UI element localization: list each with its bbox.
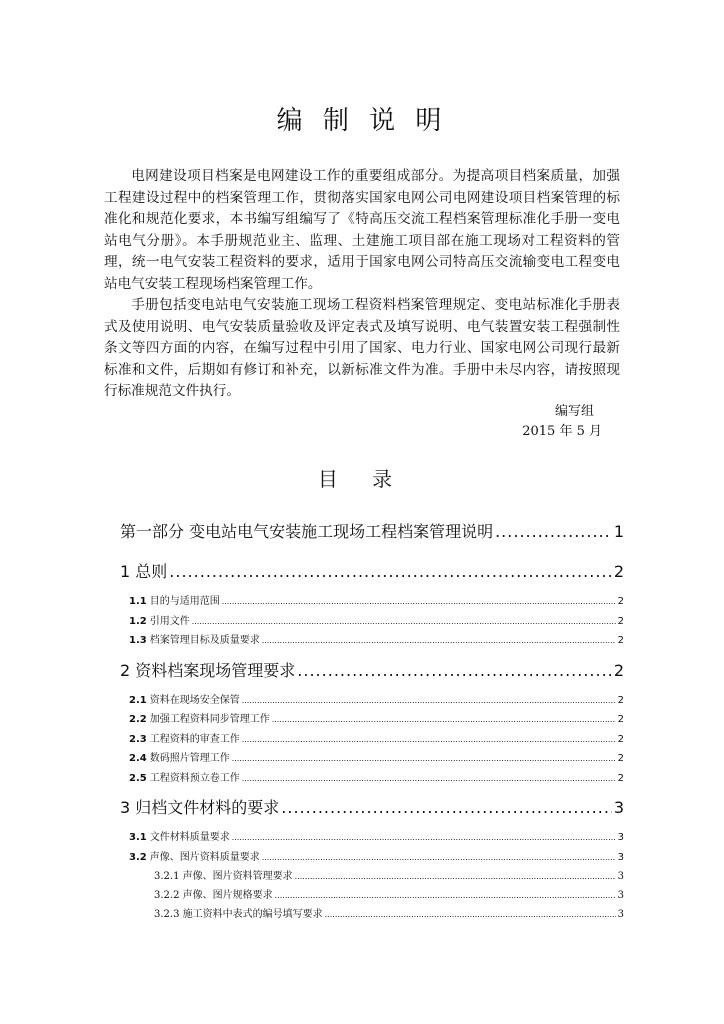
preface-paragraph-2: 手册包括变电站电气安装施工现场工程资料档案管理规定、变电站标准化手册表式及使用说明、电气安装质量验收及评定表式及填写说明、电气装置安装工程强制性条文等四方面的内容，在编写过程中引用了国家、电力行业、国家电网公司现行最新标准和文件，后期如有修订和补充，以新标准文件为准。手册中未尽内容，请按照现行标准规范文件执行。 [104, 297, 620, 399]
toc-entry-page: 2 [617, 615, 624, 627]
toc-entry-text: 加强工程资料同步管理工作 [149, 714, 270, 725]
toc-entry-number: 1.3 [129, 635, 147, 646]
toc-entry-page: 2 [617, 733, 624, 745]
toc-entry-page: 3 [617, 851, 624, 863]
toc-entry-text: 施工资料中表式的编号填写要求 [182, 909, 323, 920]
toc-entry-page: 2 [617, 694, 624, 706]
toc-leader [281, 788, 612, 828]
toc-entry-1-2[interactable] [120, 612, 624, 632]
toc-leader [272, 710, 616, 730]
toc-entry-page: 2 [617, 596, 624, 607]
toc-leader [495, 512, 612, 552]
toc-entry-text: 工程资料的审查工作 [149, 733, 240, 745]
toc-entry-number: 3.2.2 [154, 890, 180, 901]
toc-entry-number: 3.2.1 [154, 871, 180, 882]
toc-entry-page: 3 [617, 832, 624, 843]
toc-entry-page: 2 [617, 753, 624, 764]
toc-entry-page: 2 [617, 772, 624, 784]
toc-leader [192, 612, 616, 632]
author-signature: 编写组 [554, 404, 594, 419]
toc-entry-text: 工程资料预立卷工作 [149, 772, 240, 784]
toc-entry-page: 2 [617, 635, 624, 646]
toc-leader [295, 867, 616, 886]
toc-leader [232, 828, 616, 848]
toc-leader [242, 769, 616, 789]
toc-list [120, 512, 624, 924]
toc-leader [275, 886, 616, 905]
toc-entry-number: 2.3 [129, 733, 147, 745]
toc-entry-2-5[interactable] [120, 769, 624, 789]
document-title: 编 制 说 明 [276, 106, 448, 136]
toc-entry-text: 归档文件材料的要求 [135, 798, 280, 817]
toc-leader [169, 552, 612, 592]
preface-paragraph-1: 电网建设项目档案是电网建设工作的重要组成部分。为提高项目档案质量，加强工程建设过程中的档案管理工作，贯彻落实国家电网公司电网建设项目档案管理的标准化和规范化要求，本书编写组编写了《特高压交流工程档案管理标准化手册一变电站电气分册》。本手册规范业主、监理、土建施工项目部在施工现场对工程资料的管理，统一电气安装工程资料的要求，适用于国家电网公司特高压交流输变电工程变电站电气安装工程现场档案管理工作。 [104, 168, 620, 292]
toc-entry-text: 资料档案现场管理要求 [135, 660, 296, 680]
toc-entry-text: 声像、图片规格要求 [182, 890, 273, 901]
toc-entry-text: 声像、图片资料质量要求 [149, 851, 260, 863]
toc-entry-page: 2 [617, 714, 624, 725]
toc-entry-number: 2.2 [129, 714, 147, 725]
toc-entry-number: 2.4 [129, 753, 147, 764]
toc-entry-3-2-3[interactable] [120, 905, 624, 924]
toc-entry-number: 1.1 [129, 596, 147, 607]
toc-entry-number: 3.2.3 [154, 909, 180, 920]
toc-entry-1-1[interactable] [120, 592, 624, 612]
toc-leader [325, 905, 616, 924]
toc-leader [297, 651, 612, 691]
toc-entry-number: 3 [120, 798, 131, 817]
toc-leader [262, 631, 616, 651]
toc-entry-page: 3 [617, 871, 624, 882]
toc-entry-page: 3 [617, 909, 624, 920]
toc-entry-page: 2 [613, 660, 624, 680]
toc-entry-part1[interactable] [120, 512, 624, 552]
toc-entry-number: 2.1 [129, 694, 147, 706]
toc-entry-text: 总则 [135, 562, 168, 581]
toc-entry-text: 资料在现场安全保管 [149, 694, 240, 706]
toc-entry-page: 3 [617, 890, 624, 901]
toc-entry-number: 3.2 [129, 851, 147, 863]
toc-title: 目 录 [317, 467, 407, 491]
toc-leader [222, 592, 616, 612]
toc-entry-number: 2 [120, 660, 131, 680]
toc-entry-2[interactable] [120, 651, 624, 691]
toc-entry-1[interactable] [120, 552, 624, 592]
toc-entry-1-3[interactable] [120, 631, 624, 651]
toc-entry-page: 2 [613, 562, 624, 581]
toc-entry-text: 第一部分 变电站电气安装施工现场工程档案管理说明 [120, 522, 494, 541]
toc-entry-text: 声像、图片资料管理要求 [182, 871, 293, 882]
preface-body [104, 166, 620, 403]
toc-entry-number: 3.1 [129, 832, 147, 843]
document-date: 2015 年 5 月 [522, 424, 602, 439]
toc-entry-3[interactable] [120, 788, 624, 828]
toc-entry-number: 2.5 [129, 772, 147, 784]
toc-entry-page: 3 [613, 798, 624, 817]
toc-entry-page: 1 [613, 522, 624, 541]
toc-entry-2-4[interactable] [120, 749, 624, 769]
toc-entry-2-2[interactable] [120, 710, 624, 730]
toc-entry-text: 引用文件 [149, 615, 190, 627]
toc-leader [232, 749, 616, 769]
toc-entry-text: 文件材料质量要求 [149, 832, 230, 843]
toc-leader [242, 691, 616, 711]
toc-entry-text: 目的与适用范围 [149, 596, 220, 607]
toc-entry-3-2[interactable] [120, 848, 624, 868]
toc-entry-text: 档案管理目标及质量要求 [149, 635, 260, 646]
toc-entry-2-1[interactable] [120, 691, 624, 711]
toc-entry-2-3[interactable] [120, 730, 624, 750]
toc-leader [262, 848, 616, 868]
toc-entry-3-2-2[interactable] [120, 886, 624, 905]
toc-entry-number: 1 [120, 562, 131, 581]
toc-entry-3-1[interactable] [120, 828, 624, 848]
toc-entry-3-2-1[interactable] [120, 867, 624, 886]
toc-entry-number: 1.2 [129, 615, 147, 627]
toc-leader [242, 730, 616, 750]
toc-entry-text: 数码照片管理工作 [149, 753, 230, 764]
